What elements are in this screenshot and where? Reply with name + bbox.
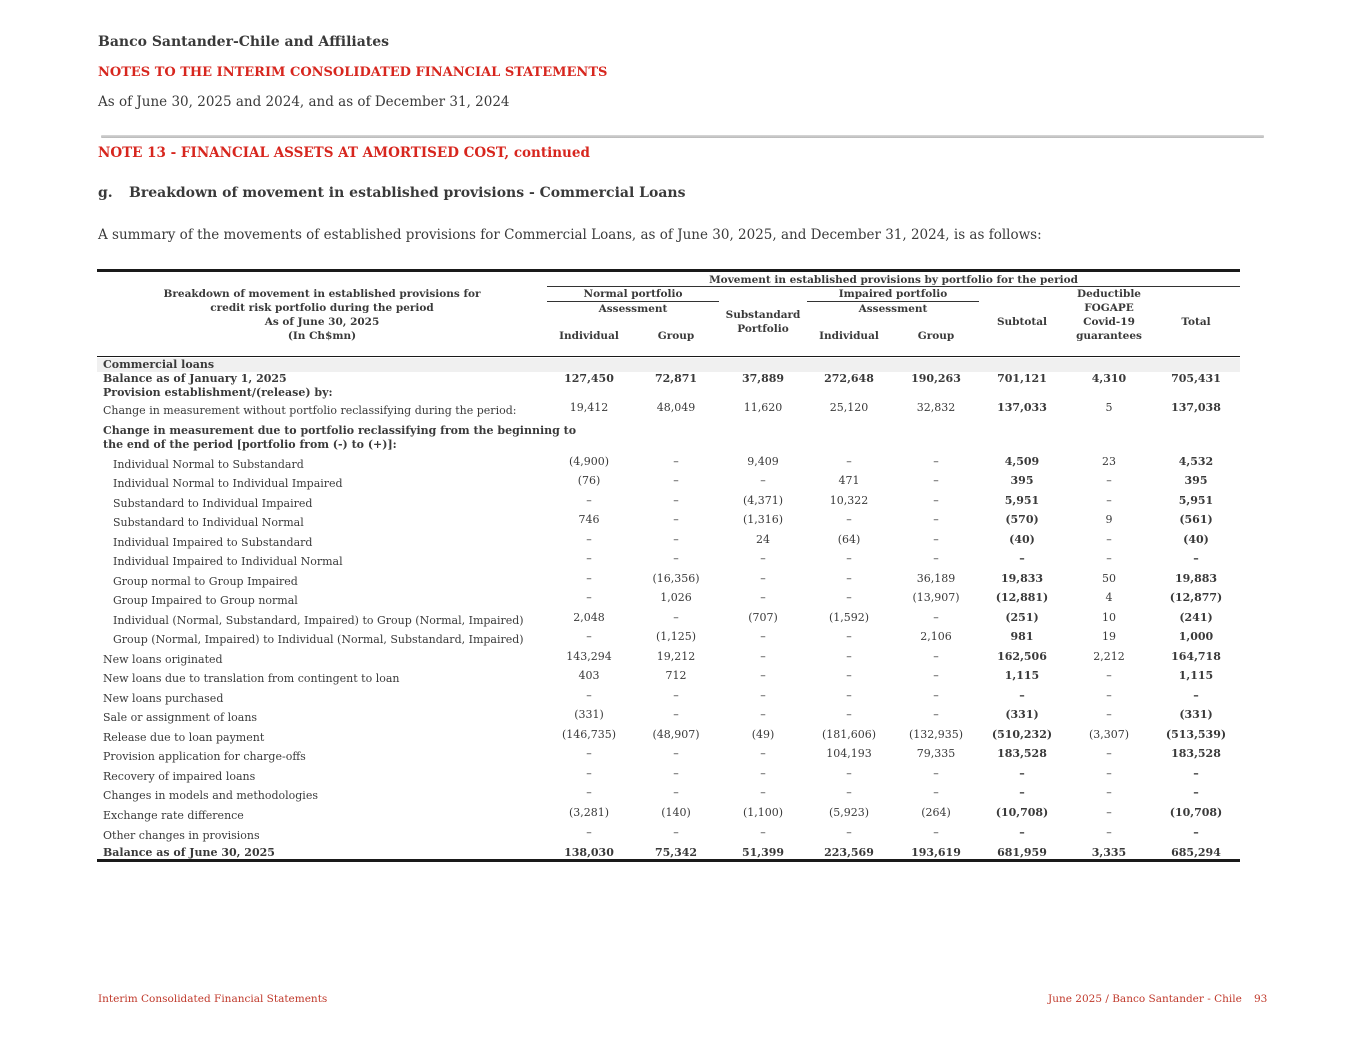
cell-value: (40) [1183,533,1209,546]
row-label: Changes in models and methodologies [103,789,318,802]
row-label: New loans due to translation from contingent to loan [103,672,400,685]
cell-value: 48,049 [656,401,696,414]
cell-value: – [586,747,592,760]
section-heading [98,185,685,201]
cell-value: 4,310 [1091,372,1127,385]
page-number: 93 [1254,993,1268,1005]
cell-value: 3,335 [1091,846,1127,859]
cell-value: – [760,572,766,585]
cell-value: (49) [751,728,775,741]
cell-value: – [673,767,679,780]
cell-value: (146,735) [561,728,617,741]
cell-value: 1,115 [1004,669,1040,682]
cell-value: 981 [1010,630,1034,643]
cell-value: – [586,572,592,585]
substandard-header-2: Portfolio [737,323,789,335]
cell-value: – [933,474,939,487]
cell-value: – [673,708,679,721]
cell-value: – [1019,767,1025,780]
footer-left: Interim Consolidated Financial Statements [98,993,328,1005]
cell-value: 37,889 [741,372,785,385]
cell-value: – [760,669,766,682]
cell-value: – [846,689,852,702]
cell-value: – [933,650,939,663]
cell-value: – [673,455,679,468]
cell-value: – [760,767,766,780]
cell-value: (561) [1179,513,1213,526]
cell-value: (4,900) [568,455,610,468]
cell-value: 2,106 [920,630,952,643]
cell-value: (331) [1005,708,1039,721]
notes-title: NOTES TO THE INTERIM CONSOLIDATED FINANCIAL STATEMENTS [98,65,608,80]
cell-value: – [933,826,939,839]
cell-value: 36,189 [916,572,956,585]
cell-value: – [846,650,852,663]
section-title: Breakdown of movement in established provisions - Commercial Loans [129,185,686,201]
cell-value: – [846,669,852,682]
cell-value: 5,951 [1178,494,1214,507]
col-individual-impaired: Individual [819,330,879,342]
cell-value: (13,907) [912,591,960,604]
cell-value: (181,606) [821,728,877,741]
row-label: New loans originated [103,653,223,666]
cell-value: – [846,708,852,721]
cell-value: (12,881) [995,591,1049,604]
cell-value: – [1193,689,1199,702]
cell-value: 1,000 [1178,630,1214,643]
header-bottom-rule [97,356,1240,357]
cell-value: – [673,786,679,799]
cell-value: – [1106,767,1112,780]
cell-value: – [933,533,939,546]
cell-value: (241) [1179,611,1213,624]
stub-header-line-4: (In Ch$mn) [287,330,357,342]
cell-value: 403 [578,669,600,682]
table-bottom-rule [97,859,1240,862]
deductible-header-2: FOGAPE [1084,302,1134,314]
cell-value: – [1019,786,1025,799]
cell-value: 272,648 [824,372,874,385]
row-label: Exchange rate difference [103,809,244,822]
cell-value: – [846,552,852,565]
cell-value: – [1019,826,1025,839]
cell-value: – [933,455,939,468]
cell-value: 9,409 [747,455,779,468]
cell-value: – [846,786,852,799]
bank-name: Banco Santander-Chile and Affiliates [98,34,390,50]
cell-value: – [1106,689,1112,702]
cell-value: 681,959 [997,846,1047,859]
cell-value: – [933,669,939,682]
col-individual-normal: Individual [559,330,619,342]
cell-value: 72,871 [654,372,698,385]
row-label-continued: the end of the period [portfolio from (-) to (+)]: [103,438,397,451]
cell-value: – [1106,826,1112,839]
section-shade [97,358,1240,372]
cell-value: (132,935) [908,728,964,741]
cell-value: 32,832 [916,401,956,414]
cell-value: 5,951 [1004,494,1040,507]
cell-value: (1,316) [742,513,784,526]
cell-value: – [1193,767,1199,780]
cell-value: 11,620 [743,401,783,414]
cell-value: – [1106,806,1112,819]
cell-value: (1,592) [828,611,870,624]
cell-value: 746 [578,513,600,526]
cell-value: 4,509 [1004,455,1040,468]
cell-value: 395 [1184,474,1208,487]
cell-value: – [933,494,939,507]
cell-value: – [1106,786,1112,799]
cell-value: 5 [1105,401,1113,414]
cell-value: 19,212 [656,650,696,663]
cell-value: – [1106,708,1112,721]
cell-value: 471 [838,474,860,487]
cell-value: – [586,630,592,643]
row-label: Substandard to Individual Normal [113,516,304,529]
cell-value: 705,431 [1171,372,1221,385]
section-letter: g. [98,185,113,201]
cell-value: 51,399 [741,846,785,859]
cell-value: – [760,826,766,839]
table-top-rule [97,269,1240,272]
cell-value: – [673,494,679,507]
cell-value: – [1019,552,1025,565]
cell-value: 162,506 [997,650,1047,663]
cell-value: – [673,826,679,839]
cell-value: (10,708) [995,806,1049,819]
row-label: Group normal to Group Impaired [113,575,298,588]
normal-portfolio-header: Normal portfolio [583,288,683,300]
cell-value: 1,115 [1178,669,1214,682]
cell-value: – [760,552,766,565]
cell-value: 2,048 [573,611,605,624]
cell-value: – [1106,747,1112,760]
cell-value: (40) [1009,533,1035,546]
cell-value: (510,232) [991,728,1053,741]
cell-value: – [586,786,592,799]
row-label: Release due to loan payment [103,731,265,744]
row-label: Group Impaired to Group normal [113,594,298,607]
cell-value: 25,120 [829,401,869,414]
cell-value: – [846,513,852,526]
row-label: Individual Impaired to Substandard [113,536,313,549]
cell-value: 75,342 [654,846,698,859]
row-label: Individual Impaired to Individual Normal [113,555,343,568]
col-group-impaired: Group [917,330,955,342]
cell-value: 127,450 [564,372,614,385]
cell-value: 183,528 [997,747,1047,760]
cell-value: – [586,552,592,565]
cell-value: 193,619 [911,846,961,859]
cell-value: 19,412 [569,401,609,414]
cell-value: (264) [921,806,951,819]
cell-value: (10,708) [1169,806,1223,819]
cell-value: – [1193,786,1199,799]
cell-value: 164,718 [1171,650,1221,663]
row-label: Change in measurement due to portfolio reclassifying from the beginning to [103,424,577,437]
row-label: Individual Normal to Substandard [113,458,304,471]
cell-value: (513,539) [1165,728,1227,741]
cell-value: – [1106,552,1112,565]
cell-value: (64) [837,533,861,546]
cell-value: – [673,513,679,526]
cell-value: – [760,630,766,643]
cell-value: 190,263 [911,372,961,385]
footer-right: June 2025 / Banco Santander - Chile [1048,993,1242,1005]
row-label: Substandard to Individual Impaired [113,497,313,510]
summary-text: A summary of the movements of established provisions for Commercial Loans, as of June 30, 2025, and December 31, 2024, is as follows: [98,227,1042,243]
cell-value: – [760,689,766,702]
cell-value: – [673,552,679,565]
cell-value: (4,371) [742,494,784,507]
cell-value: 138,030 [564,846,614,859]
note-title: NOTE 13 - FINANCIAL ASSETS AT AMORTISED COST, continued [98,145,590,161]
row-label: Group (Normal, Impaired) to Individual (Normal, Substandard, Impaired) [113,633,524,646]
cell-value: 685,294 [1171,846,1221,859]
cell-value: 183,528 [1171,747,1221,760]
header-divider [101,135,1264,138]
row-label: Individual Normal to Individual Impaired [113,477,343,490]
cell-value: (331) [574,708,604,721]
cell-value: – [760,786,766,799]
row-label: Provision establishment/(release) by: [103,386,333,399]
deductible-header-1: Deductible [1076,288,1141,300]
cell-value: 4 [1105,591,1113,604]
cell-value: 701,121 [997,372,1047,385]
stub-header-line-3: As of June 30, 2025 [264,316,380,328]
cell-value: 9 [1105,513,1113,526]
cell-value: 395 [1010,474,1034,487]
cell-value: – [846,630,852,643]
cell-value: 79,335 [916,747,956,760]
cell-value: – [846,767,852,780]
cell-value: 23 [1102,455,1116,468]
row-label: Provision application for charge-offs [103,750,306,763]
cell-value: – [586,494,592,507]
cell-value: (1,100) [742,806,784,819]
impaired-assessment-header: Assessment [858,303,928,315]
impaired-portfolio-header: Impaired portfolio [838,288,948,300]
cell-value: 50 [1102,572,1116,585]
cell-value: 712 [665,669,687,682]
cell-value: 19,833 [1000,572,1044,585]
cell-value: – [673,611,679,624]
cell-value: – [586,533,592,546]
report-date: As of June 30, 2025 and 2024, and as of December 31, 2024 [98,94,510,110]
cell-value: – [846,572,852,585]
cell-value: – [673,474,679,487]
cell-value: 19 [1102,630,1116,643]
cell-value: – [933,708,939,721]
cell-value: (3,307) [1088,728,1130,741]
cell-value: – [760,747,766,760]
cell-value: 10,322 [829,494,869,507]
col-total: Total [1181,316,1211,328]
cell-value: (48,907) [652,728,700,741]
deductible-header-4: guarantees [1076,330,1142,342]
cell-value: – [1106,474,1112,487]
cell-value: – [933,513,939,526]
cell-value: – [1193,826,1199,839]
row-label: Balance as of June 30, 2025 [103,846,275,859]
row-label: Sale or assignment of loans [103,711,258,724]
cell-value: (570) [1005,513,1039,526]
col-subtotal: Subtotal [996,316,1048,328]
cell-value: 24 [756,533,770,546]
cell-value: – [673,689,679,702]
cell-value: – [586,767,592,780]
cell-value: (331) [1179,708,1213,721]
cell-value: – [586,591,592,604]
row-label: Individual (Normal, Substandard, Impaired) to Group (Normal, Impaired) [113,614,524,627]
cell-value: (251) [1005,611,1039,624]
cell-value: – [1106,494,1112,507]
cell-value: 10 [1102,611,1116,624]
cell-value: – [933,552,939,565]
cell-value: – [673,533,679,546]
section-label: Commercial loans [103,358,215,371]
cell-value: – [586,689,592,702]
cell-value: (76) [577,474,601,487]
cell-value: – [586,826,592,839]
col-group-normal: Group [657,330,695,342]
cell-value: (3,281) [568,806,610,819]
cell-value: – [760,650,766,663]
cell-value: 137,033 [997,401,1047,414]
deductible-header-3: Covid-19 [1083,316,1135,328]
cell-value: (140) [661,806,691,819]
row-label: New loans purchased [103,692,224,705]
cell-value: – [1106,533,1112,546]
cell-value: – [760,708,766,721]
cell-value: 4,532 [1178,455,1214,468]
cell-value: 2,212 [1093,650,1125,663]
cell-value: – [846,591,852,604]
row-label: Other changes in provisions [103,829,260,842]
cell-value: 104,193 [826,747,872,760]
row-label: Change in measurement without portfolio reclassifying during the period: [103,404,517,417]
cell-value: 223,569 [824,846,874,859]
normal-assessment-header: Assessment [598,303,668,315]
stub-header-line-1: Breakdown of movement in established provisions for [163,288,481,300]
row-label: Balance as of January 1, 2025 [103,372,287,385]
stub-header-line-2: credit risk portfolio during the period [210,302,434,314]
cell-value: – [1106,669,1112,682]
cell-value: – [933,786,939,799]
cell-value: – [846,455,852,468]
cell-value: 1,026 [660,591,692,604]
cell-value: – [760,474,766,487]
cell-value: (707) [748,611,778,624]
substandard-header-1: Substandard [725,309,801,321]
row-label: Recovery of impaired loans [103,770,256,783]
cell-value: – [933,767,939,780]
cell-value: (12,877) [1169,591,1223,604]
cell-value: – [673,747,679,760]
cell-value: 19,883 [1174,572,1218,585]
cell-value: 137,038 [1171,401,1221,414]
cell-value: – [760,591,766,604]
cell-value: – [933,611,939,624]
movement-header: Movement in established provisions by portfolio for the period [709,274,1078,286]
cell-value: – [933,689,939,702]
cell-value: – [846,826,852,839]
cell-value: (16,356) [652,572,700,585]
cell-value: – [1019,689,1025,702]
cell-value: (5,923) [828,806,870,819]
cell-value: (1,125) [655,630,697,643]
cell-value: 143,294 [566,650,612,663]
cell-value: – [1193,552,1199,565]
